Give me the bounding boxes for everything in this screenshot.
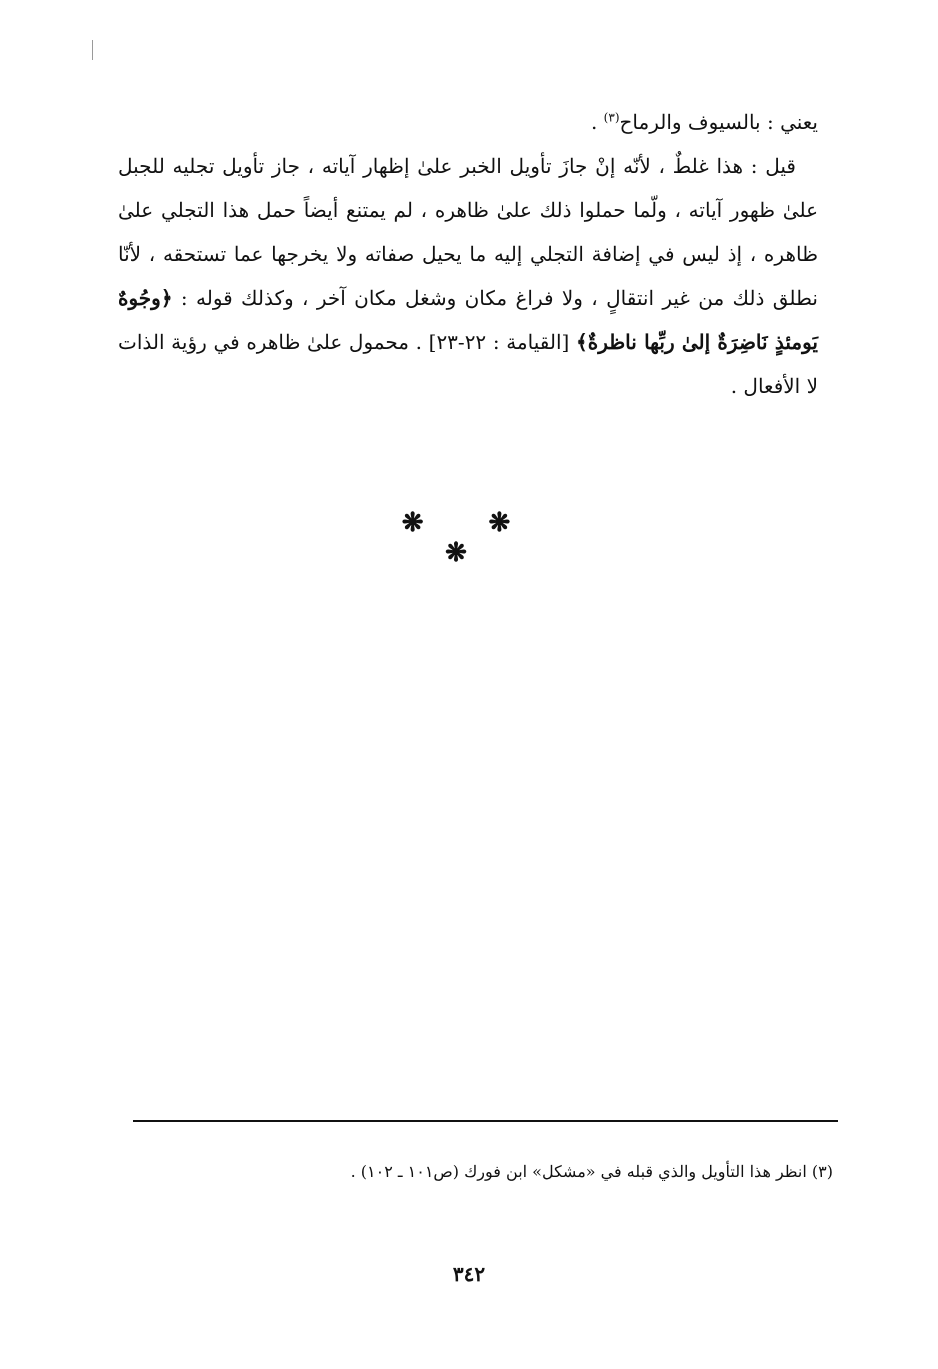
paragraph-1-end: . (590, 110, 604, 134)
margin-mark (92, 40, 93, 60)
paragraph-2-text: قيل : هذا غلطٌ ، لأنّه إنْ جازَ تأويل الخبر علىٰ إظهار آياته ، جاز تأويل تجليه للجبل علىٰ ظهور آياته ، ولّما حملوا ذلك علىٰ ظاهره ، لم يمتنع أيضاً حمل هذا التجلي علىٰ ظاهره ، إذ ليس في إضافة التجلي إليه ما يحيل صفاته ولا يخرجها عما تستحقه ، لأنّا نطلق ذلك من غير انتقالٍ ، ولا فراغ مكان وشغل مكان آخر ، وكذلك قوله : (118, 154, 818, 310)
footnote-divider (133, 1120, 838, 1122)
paragraph-1-text: يعني : بالسيوف والرماح (619, 110, 818, 134)
paragraph-2 (118, 144, 818, 408)
quran-verse: ﴿وجُوهٌ يَومئذٍ نَاضِرَةٌ إلىٰ ربِّها ناظرةٌ﴾ (118, 286, 818, 354)
footnote: (٣) انظر هذا التأويل والذي قبله في «مشكل» ابن فورك (ص١٠١ ـ ١٠٢) . (350, 1162, 833, 1181)
footnote-reference: (٣) (603, 110, 620, 125)
paragraph-1 (118, 100, 818, 144)
paragraph-2-end: [القيامة : ٢٢-٢٣] . محمول علىٰ ظاهره في رؤية الذات لا الأفعال . (118, 330, 818, 398)
main-text (118, 100, 818, 408)
section-separator: ❋ ❋ ❋ (401, 508, 539, 568)
page-number: ٣٤٢ (452, 1262, 486, 1286)
